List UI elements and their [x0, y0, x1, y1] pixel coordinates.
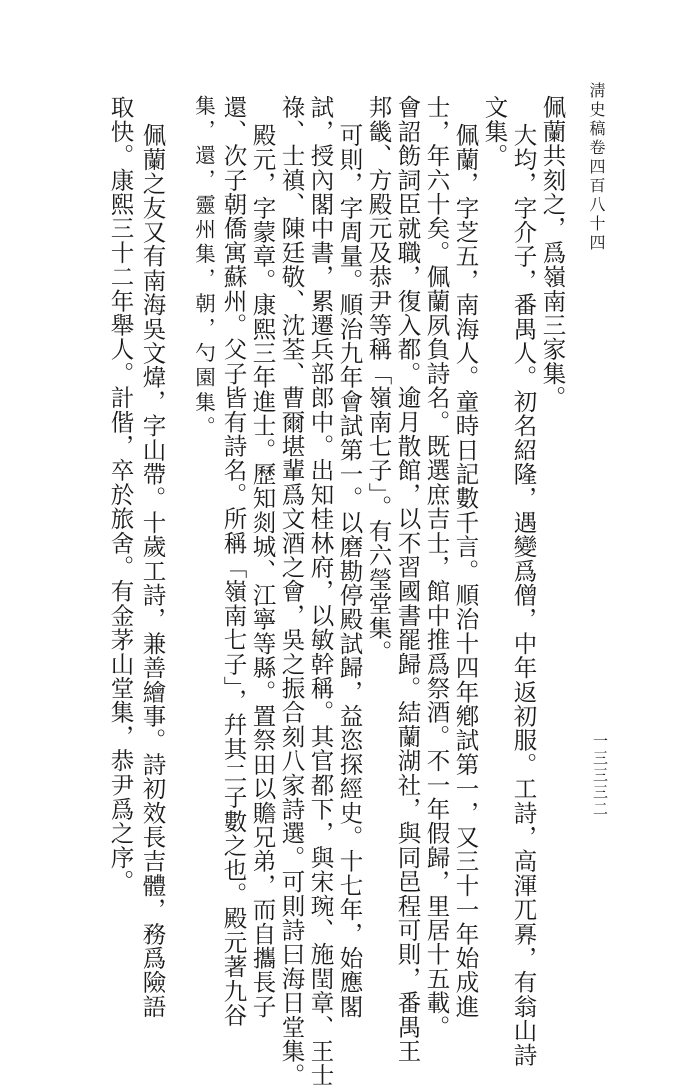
text-column: 佩蘭之友又有南海吳文煒，字山帶。十歲工詩，兼善繪事。詩初效長吉體，務爲險語 — [138, 123, 167, 1019]
text-column: 集，還，靈州集，朝，勺園集。 — [191, 95, 216, 441]
text-column: 會詔飭詞臣就職，復入都。逾月散館，以不習國書罷歸。結蘭湖社，與同邑程可則，番禺王 — [393, 95, 422, 1063]
page-number: 一三三三二 — [591, 733, 609, 818]
text-column: 殿元，字蒙章。康熙三年進士。歷知剡城、江寧等縣。置祭田以贍兄弟，而自攜長子 — [248, 123, 277, 1019]
text-column: 試，授內閣中書，累遷兵部郎中。出知桂林府，以敏幹稱。其官都下，與宋琬、施閏章、王士 — [306, 95, 335, 1087]
text-column: 佩蘭，字芝五，南海人。童時日記數千言。順治十四年鄕試第一，又三十一年始成進 — [451, 123, 480, 1019]
text-column: 士，年六十矣。佩蘭夙負詩名。既選庶吉士，館中推爲祭酒。不一年假歸，里居十五載。 — [422, 95, 451, 1039]
text-column: 文集。 — [480, 95, 509, 168]
text-column: 大均，字介子，番禺人。初名紹隆，遇變爲僧，中年返初服。工詩，高渾兀奡，有翁山詩 — [509, 123, 538, 1067]
text-column: 取快。康熙三十二年舉人。計偕，卒於旅舍。有金茅山堂集，恭尹爲之序。 — [106, 95, 135, 894]
text-column: 邦畿、方殿元及恭尹等稱「嶺南七子」。有六瑩堂集。 — [364, 95, 393, 665]
text-column: 可則，字周量。順治九年會試第一。以磨勘停殿試歸，益恣探經史。十七年，始應閣 — [335, 123, 364, 1019]
text-column: 還、次子朝僑寓蘇州。父子皆有詩名。所稱「嶺南七子」，幷其二子數之也。殿元著九谷 — [219, 95, 248, 1028]
running-title: 淸史稿卷四百八十四 — [587, 82, 606, 253]
text-column: 佩蘭共刻之，爲嶺南三家集。 — [538, 95, 567, 410]
text-column: 祿、士禛、陳廷敬、沈荃、曹爾堪輩爲文酒之會，吳之振合刻八家詩選。可則詩曰海日堂集。 — [277, 95, 306, 1087]
